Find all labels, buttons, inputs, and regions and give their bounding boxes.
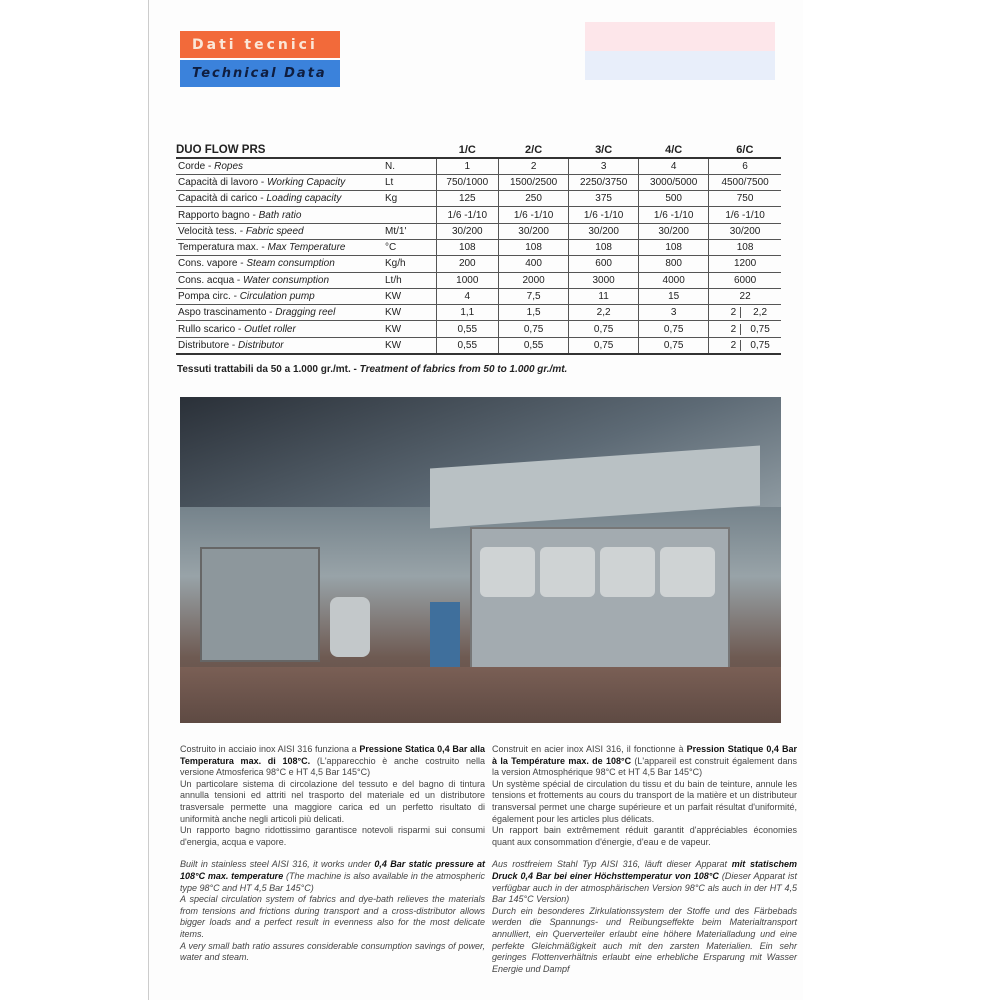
italian-p2: Un particolare sistema di circolazione del tessuto e del bagno di tintura annulla tensioni ed attriti nel trasporto del materiale ed un distributore trasversale permette una maggiore carica ed un perfetto risultato di uniformità anche negli articoli più delicati. [180,778,485,824]
table-row [176,256,781,272]
cell-value: 4500/7500 [709,174,781,190]
text-column-right [492,744,797,975]
row-unit: KW [381,321,436,337]
cell-value: 1200 [709,256,781,272]
row-label: Pompa circ. - Circulation pump [176,288,381,304]
cell-value: 3000/5000 [639,174,709,190]
cell-value-split: 2 0,75 [709,337,781,353]
cell-value: 400 [499,256,569,272]
french-p2: Un système spécial de circulation du tissu et du bain de teinture, annule les tensions et frottements au cours du transport de la matière et un distributeur transversal permet une charge supérieure et un parfait résultat d'uniformité, également pour les articles plus délicats. [492,778,797,824]
row-unit: Mt/1' [381,223,436,239]
text-column-left [180,744,485,964]
cell-value: 200 [436,256,499,272]
cell-value: 6000 [709,272,781,288]
cell-value: 500 [639,191,709,207]
table-row [176,207,781,223]
cell-value: 4 [436,288,499,304]
row-label: Rullo scarico - Outlet roller [176,321,381,337]
cell-value: 2 [499,158,569,174]
model-name: DUO FLOW PRS [176,144,381,158]
cell-value: 108 [639,239,709,255]
cell-value: 11 [569,288,639,304]
machine-photo [180,397,781,723]
column-header: 6/C [709,144,781,158]
row-unit: KW [381,305,436,321]
german-p2: Durch ein besonderes Zirkulationssystem der Stoffe und des Färbebads werden die Spannungs- und Reibungseffekte beim Materialtransport annulliert, ein Querverteiler erlaubt eine höhere Materialladung und eine perfekte Gleichmäßigkeit auch mit den zarsten Materialien. Ein sehr geringes Flottenverhältnis erlaubt eine erhebliche Ersparung mit Wasser Energie und Dampf [492,905,797,974]
cell-value: 7,5 [499,288,569,304]
title-italian: Dati tecnici [180,31,340,58]
table-row [176,288,781,304]
cell-value: 1,5 [499,305,569,321]
cell-value: 4000 [639,272,709,288]
row-label: Corde - Ropes [176,158,381,174]
row-label: Capacità di lavoro - Working Capacity [176,174,381,190]
row-unit: Lt/h [381,272,436,288]
cell-value: 1/6 -1/10 [569,207,639,223]
cell-value: 4 [639,158,709,174]
italian-p3: Un rapporto bagno ridottissimo garantisce notevoli risparmi sui consumi d'energia, acqua e vapore. [180,825,485,847]
cell-value: 2000 [499,272,569,288]
row-label: Cons. acqua - Water consumption [176,272,381,288]
row-unit: Kg/h [381,256,436,272]
cell-value: 0,55 [436,321,499,337]
cell-value: 3 [569,158,639,174]
cell-value: 0,55 [499,337,569,353]
row-unit [381,207,436,223]
cell-value: 30/200 [499,223,569,239]
cell-value: 750 [709,191,781,207]
cell-value: 3 [639,305,709,321]
cell-value: 1/6 -1/10 [436,207,499,223]
cell-value: 108 [709,239,781,255]
cell-value: 3000 [569,272,639,288]
cell-value: 0,75 [639,321,709,337]
cell-value: 30/200 [436,223,499,239]
table-row [176,158,781,174]
cell-value: 1/6 -1/10 [639,207,709,223]
cell-value: 15 [639,288,709,304]
column-header: 3/C [569,144,639,158]
cell-value: 750/1000 [436,174,499,190]
column-header: 4/C [639,144,709,158]
row-unit: Kg [381,191,436,207]
cell-value: 30/200 [709,223,781,239]
cell-value: 600 [569,256,639,272]
row-unit: KW [381,288,436,304]
table-row [176,305,781,321]
row-unit: Lt [381,174,436,190]
row-label: Cons. vapore - Steam consumption [176,256,381,272]
cell-value: 1/6 -1/10 [499,207,569,223]
english-p3: A very small bath ratio assures considerable consumption savings of power, water and steam. [180,940,485,963]
cell-value: 1/6 -1/10 [709,207,781,223]
cell-value: 2250/3750 [569,174,639,190]
cell-value: 1,1 [436,305,499,321]
cell-value: 108 [569,239,639,255]
cell-value: 0,75 [569,321,639,337]
cell-value: 0,75 [499,321,569,337]
english-p2: A special circulation system of fabrics and dye-bath relieves the materials from tensions and frictions during transport and a cross-distributor allows bigger loads and a perfect result in evenness also for the most delicate items. [180,894,485,939]
bleed-through-logo [585,22,775,80]
row-label: Temperatura max. - Max Temperature [176,239,381,255]
row-label: Distributore - Distributor [176,337,381,353]
cell-value: 250 [499,191,569,207]
cell-value: 375 [569,191,639,207]
table-row [176,191,781,207]
cell-value-split: 2 0,75 [709,321,781,337]
table-row [176,337,781,353]
table-row [176,174,781,190]
cell-value: 6 [709,158,781,174]
row-unit: KW [381,337,436,353]
row-label: Capacità di carico - Loading capacity [176,191,381,207]
table-row [176,321,781,337]
cell-value: 22 [709,288,781,304]
cell-value: 125 [436,191,499,207]
row-unit: N. [381,158,436,174]
cell-value: 1000 [436,272,499,288]
column-header: 1/C [436,144,499,158]
title-english: Technical Data [180,60,340,87]
tech-data-table [176,144,781,355]
german-p1: Aus rostfreiem Stahl Typ AISI 316, läuft dieser Apparat mit statischem Druck 0,4 Bar bei einer Höchsttemperatur von 108°C (Dieser Apparat ist verfügbar auch in der atmosphärischen Version 98°C als auch in der HT 4,5 Bar 145°C Version) [492,859,797,905]
row-label: Aspo trascinamento - Dragging reel [176,305,381,321]
cell-value: 108 [499,239,569,255]
row-unit: °C [381,239,436,255]
table-row [176,272,781,288]
cell-value: 0,75 [569,337,639,353]
cell-value: 0,75 [639,337,709,353]
cell-value-split: 2 2,2 [709,305,781,321]
row-label: Velocità tess. - Fabric speed [176,223,381,239]
french-p1: Construit en acier inox AISI 316, il fonctionne à Pression Statique 0,4 Bar à la Température max. de 108°C (L'appareil est construit également dans la version Atmosphérique 98°C et HT 4,5 Bar 145°C) [492,744,797,778]
cell-value: 800 [639,256,709,272]
english-p1: Built in stainless steel AISI 316, it works under 0,4 Bar static pressure at 108°C max. temperature (The machine is also available in the atmospheric type 98°C and HT 4,5 Bar 145°C) [180,859,485,893]
cell-value: 1500/2500 [499,174,569,190]
table-row [176,223,781,239]
cell-value: 108 [436,239,499,255]
italian-p1: Costruito in acciaio inox AISI 316 funziona a Pressione Statica 0,4 Bar alla Temperatura max. di 108°C. (L'apparecchio è anche costruito nella versione Atmosferica 98°C e HT 4,5 Bar 145°C) [180,744,486,778]
french-p3: Un rapport bain extrêmement réduit garantit d'appréciables économies quant aux consommation d'énergie, d'eau e de vapeur. [492,825,797,847]
cell-value: 30/200 [569,223,639,239]
row-label: Rapporto bagno - Bath ratio [176,207,381,223]
column-header: 2/C [499,144,569,158]
fabric-note: Tessuti trattabili da 50 a 1.000 gr./mt. - Treatment of fabrics from 50 to 1.000 gr./mt. [177,364,568,375]
cell-value: 0,55 [436,337,499,353]
cell-value: 30/200 [639,223,709,239]
table-row [176,239,781,255]
cell-value: 1 [436,158,499,174]
cell-value: 2,2 [569,305,639,321]
